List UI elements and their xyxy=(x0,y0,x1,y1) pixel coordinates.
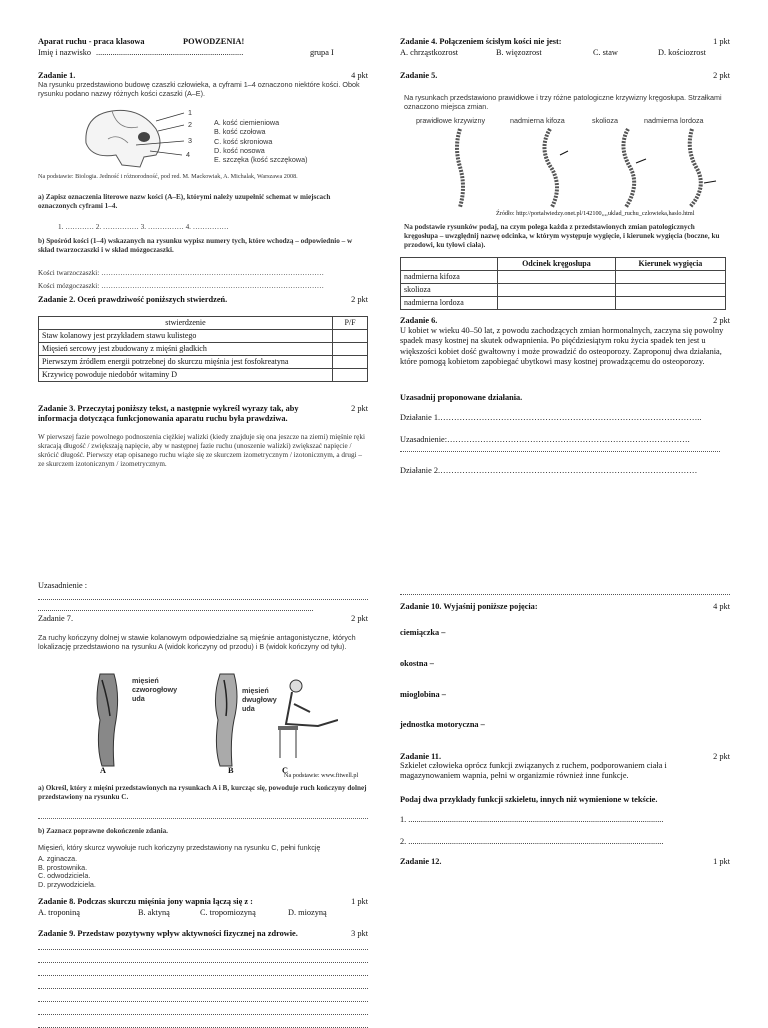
table-row xyxy=(39,343,368,356)
fig-letter-b: B xyxy=(228,766,234,775)
z1-task-a: a) Zapisz oznaczenia literowe nazw kości (A–E), którymi należy uzupełnić schemat w miejscach oznaczonych cyframi 1–4. xyxy=(38,193,331,210)
z11-title: Zadanie 11. xyxy=(400,752,442,761)
z9-title: Zadanie 9. Przedstaw pozytywny wpływ aktywności fizycznej na zdrowie. xyxy=(38,929,298,938)
z7-points: 2 pkt xyxy=(351,614,368,623)
z1-title: Zadanie 1. xyxy=(38,71,76,80)
row-label: nadmierna lordoza xyxy=(401,297,498,310)
name-label: Imię i nazwisko xyxy=(38,48,91,57)
option-b[interactable]: B. aktyną xyxy=(138,908,170,917)
term-3: mioglobina – xyxy=(400,690,446,699)
z5-source: Źródło: http://portalwiedzy.onet.pl/142100,,,,uklad_ruchu_czlowieka,haslo.html xyxy=(496,210,695,217)
skull-num-4: 4 xyxy=(186,150,190,159)
fig-letter-a: A xyxy=(100,766,106,775)
spine-figure xyxy=(420,127,720,209)
z5-intro: Na rysunkach przedstawiono prawidłowe i trzy różne patologiczne krzywizny kręgosłupa. Strzałkami oznaczono miejsca zmian. xyxy=(404,93,722,111)
bone-list xyxy=(214,118,307,165)
option-d[interactable]: D. kościozrost xyxy=(658,48,706,57)
spine-label-3: skolioza xyxy=(592,116,618,125)
muscle-label-1: mięsień czworogłowy uda xyxy=(132,676,178,703)
z12-title: Zadanie 12. xyxy=(400,857,442,866)
option-c[interactable]: C. odwodziciela. xyxy=(38,871,91,881)
z10-title: Zadanie 10. Wyjaśnij poniższe pojęcia: xyxy=(400,602,538,611)
term-1: ciemiączka – xyxy=(400,628,446,637)
group-label: grupa I xyxy=(310,48,334,57)
answer-cell[interactable] xyxy=(333,356,368,369)
table-row xyxy=(39,330,368,343)
z6-points: 2 pkt xyxy=(713,316,730,325)
answer-cell[interactable] xyxy=(615,284,725,297)
fig-letter-c: C xyxy=(282,766,288,775)
z7-task-a: a) Określ, który z mięśni przedstawionych na rysunkach A i B, kurcząc się, powoduje ruch kończyny dolnej przedstawiony na rysunku C. xyxy=(38,784,367,801)
spine-label-4: nadmierna lordoza xyxy=(644,116,704,125)
table-row xyxy=(401,271,726,284)
z6-text: U kobiet w wieku 40–50 lat, z powodu zachodzących zmian hormonalnych, zaczyna się powolny spadek masy kostnej na skutek odwapnienia. Po pięćdziesiątym roku życia spadek ten jest u większości kobiet dość gwałtowny i może prowadzić do osteoporozy. Zaproponuj dwa działania, które pomogą kobietom zapobiegać ubytkowi masy kostnej prowadzącemu do osteoporozy. xyxy=(400,326,724,367)
bone-option: D. kość nosowa xyxy=(214,146,265,156)
z6-title: Zadanie 6. xyxy=(400,316,438,325)
option-c[interactable]: C. tropomiozyną xyxy=(200,908,256,917)
z3-points: 2 pkt xyxy=(351,404,368,413)
z6-action-1[interactable]: Działanie 1.………………………………………………………………………………….. xyxy=(400,413,702,422)
z1-mozg: Kości mózgoczaszki: ………………………………………………………………………………… xyxy=(38,282,324,290)
table-row xyxy=(39,369,368,382)
skull-num-2: 2 xyxy=(188,120,192,129)
z2-points: 2 pkt xyxy=(351,295,368,304)
z6-task: Uzasadnij proponowane działania. xyxy=(400,393,523,402)
answer-cell[interactable] xyxy=(333,369,368,382)
statement-cell: Staw kolanowy jest przykładem stawu kulistego xyxy=(39,330,333,343)
answer-cell[interactable] xyxy=(498,284,616,297)
z3-uzasad: Uzasadnienie : xyxy=(38,581,88,590)
z5-title: Zadanie 5. xyxy=(400,71,438,80)
answer-line[interactable] xyxy=(38,979,368,989)
z5-col-segment: Odcinek kręgosłupa xyxy=(498,258,616,271)
option-b[interactable]: B. prostownika. xyxy=(38,862,88,872)
z1-twarz: Kości twarzoczaszki: ………………………………………………………………………………… xyxy=(38,269,324,277)
answer-cell[interactable] xyxy=(498,271,616,284)
z5-points: 2 pkt xyxy=(713,71,730,80)
answer-line[interactable] xyxy=(38,818,368,819)
z5-col-direction: Kierunek wygięcia xyxy=(615,258,725,271)
bone-option: C. kość skroniowa xyxy=(214,136,273,146)
answer-line[interactable] xyxy=(38,953,368,963)
answer-line[interactable] xyxy=(38,940,368,950)
z7-options xyxy=(38,855,96,890)
z11-line-2[interactable]: 2. ........................................................................................................................... xyxy=(400,837,664,846)
term-2: okostna – xyxy=(400,659,434,668)
statement-cell: Mięsień sercowy jest zbudowany z mięśni gładkich xyxy=(39,343,333,356)
answer-cell[interactable] xyxy=(615,297,725,310)
option-c[interactable]: C. staw xyxy=(593,48,618,57)
z12-points: 1 pkt xyxy=(713,857,730,866)
z11-text: Szkielet człowieka oprócz funkcji związanych z ruchem, podporowaniem ciała i magazynowaniem wapnia, pełni w organizmie również inne funkcje. xyxy=(400,761,667,781)
z2-title: Zadanie 2. Oceń prawdziwość poniższych stwierdzeń. xyxy=(38,295,228,304)
option-a[interactable]: A. chrząstkozrost xyxy=(400,48,459,57)
option-a[interactable]: A. zginacza. xyxy=(38,854,78,863)
statement-cell: Pierwszym źródłem energii potrzebnej do skurczu mięśnia jest fosfokreatyna xyxy=(39,356,333,369)
z1-intro: Na rysunku przedstawiono budowę czaszki człowieka, a cyframi 1–4 oznaczono niektóre kości. Obok rysunku podano nazwy różnych kości czaszki (A–E). xyxy=(38,80,360,98)
bone-option: E. szczęka (kość szczękowa) xyxy=(214,155,308,165)
z7-intro: Za ruchy kończyny dolnej w stawie kolanowym odpowiedzialne są mięśnie antagonistyczne, których lokalizację przedstawiono na rysunku A (widok kończyny od przodu) i B (widok kończyny od tyłu). xyxy=(38,633,356,651)
row-label: nadmierna kifoza xyxy=(401,271,498,284)
z7-b-text: Mięsień, który skurcz wywołuje ruch kończyny przedstawiony na rysunku C, pełni funkcję xyxy=(38,843,321,852)
doc-title: Aparat ruchu - praca klasowa xyxy=(38,37,145,46)
z1-task-b: b) Spośród kości (1–4) wskazanych na rysunku wypisz numery tych, które wchodzą – odpowiednio – w skład twarzoczaszki i w skład mózgoczaszki. xyxy=(38,237,353,254)
z11-points: 2 pkt xyxy=(713,752,730,761)
doc-wish: POWODZENIA! xyxy=(183,37,245,46)
z6-action-2[interactable]: Działanie 2.………………………………………………………………………………… xyxy=(400,466,698,475)
legs-figure xyxy=(88,670,338,770)
statement-cell: Krzywicę powoduje niedobór witaminy D xyxy=(39,369,333,382)
spine-label-1: prawidłowe krzywizny xyxy=(416,116,486,125)
spine-label-2: nadmierna kifoza xyxy=(510,116,565,125)
z1-answer-line: 1. ………… 2. …………… 3. …………… 4. …………… xyxy=(58,223,229,231)
z7-task-b: b) Zaznacz poprawne dokończenie zdania. xyxy=(38,827,168,835)
row-label: skolioza xyxy=(401,284,498,297)
z1-source: Na podstawie: Biologia. Jedność i różnorodność, pod red. M. Mackowiak, A. Michalak, Warszawa 2008. xyxy=(38,173,298,180)
z3-text: W pierwszej fazie powolnego podnoszenia ciężkiej walizki (kiedy znajduje się ona jeszcze na ziemi) mięśnie ręki skracają długość / zwiększają napięcie, aby w następnej fazie ruchu (unoszenie walizki) zwiększać napięcie / skrócić długość. Pierwszy etap opisanego ruchu wiąże się ze skurczem izometrycznym / izotonicznym, a drugi – ze skurczem izotonicznym / izometrycznym. xyxy=(38,433,365,468)
z3-title: Zadanie 3. Przeczytaj poniższy tekst, a następnie wykreśl wyrazy tak, aby informacja dotycząca funkcjonowania aparatu ruchu była prawdziwa. xyxy=(38,404,299,424)
option-b[interactable]: B. więzozrost xyxy=(496,48,542,57)
z6-justification[interactable]: Uzasadnienie:……………………………………………………………………………. xyxy=(400,435,690,444)
answer-cell[interactable] xyxy=(333,330,368,343)
z9-points: 3 pkt xyxy=(351,929,368,938)
z4-title: Zadanie 4. Połączeniem ścisłym kości nie jest: xyxy=(400,37,562,46)
term-4: jednostka motoryczna – xyxy=(400,720,485,729)
option-a[interactable]: A. troponiną xyxy=(38,908,80,917)
skull-num-3: 3 xyxy=(188,136,192,145)
answer-line[interactable] xyxy=(38,1005,368,1015)
table-row xyxy=(401,297,726,310)
skull-num-1: 1 xyxy=(188,108,192,117)
bone-option: A. kość ciemieniowa xyxy=(214,118,280,127)
z8-points: 1 pkt xyxy=(351,897,368,906)
answer-line[interactable] xyxy=(38,601,313,611)
answer-line[interactable] xyxy=(38,966,368,976)
z5-table xyxy=(400,257,726,310)
z2-col-statement: stwierdzenie xyxy=(39,317,333,330)
muscle-label-2: mięsień dwugłowy uda xyxy=(242,686,277,713)
answer-line[interactable] xyxy=(400,585,730,595)
answer-line[interactable] xyxy=(38,1018,368,1028)
table-row xyxy=(39,356,368,369)
z9-lines xyxy=(38,940,368,1028)
z11-task: Podaj dwa przykłady funkcji szkieletu, innych niż wymienione w tekście. xyxy=(400,795,658,804)
answer-cell[interactable] xyxy=(333,343,368,356)
name-dots: ....................................................................... xyxy=(96,48,244,57)
answer-line[interactable] xyxy=(400,442,720,452)
answer-cell[interactable] xyxy=(615,271,725,284)
option-d[interactable]: D. przywodziciela. xyxy=(38,879,96,889)
answer-line[interactable] xyxy=(38,590,368,600)
z11-line-1[interactable]: 1. ........................................................................................................................... xyxy=(400,815,664,824)
option-d[interactable]: D. miozyną xyxy=(288,908,327,917)
answer-cell[interactable] xyxy=(498,297,616,310)
z7-source: Na podstawie: www.fitwell.pl xyxy=(284,772,359,779)
bone-option: B. kość czołowa xyxy=(214,127,266,137)
skull-figure xyxy=(78,103,198,169)
z5-task: Na podstawie rysunków podaj, na czym polega każda z przedstawionych zmian patologicznych kręgosłupa – uwzględnij nazwę odcinka, w którym występuje wygięcie, i kierunek wygięcia (boczne, ku przodowi, ku tyłowi ciała). xyxy=(404,223,720,249)
table-row xyxy=(401,284,726,297)
z4-points: 1 pkt xyxy=(713,37,730,46)
answer-line[interactable] xyxy=(38,992,368,1002)
z2-table xyxy=(38,316,368,382)
z2-col-pf: P/F xyxy=(333,317,368,330)
z8-title: Zadanie 8. Podczas skurczu mięśnia jony wapnia łączą się z : xyxy=(38,897,253,906)
z7-title: Zadanie 7. xyxy=(38,614,74,623)
z1-points: 4 pkt xyxy=(351,71,368,80)
z10-points: 4 pkt xyxy=(713,602,730,611)
